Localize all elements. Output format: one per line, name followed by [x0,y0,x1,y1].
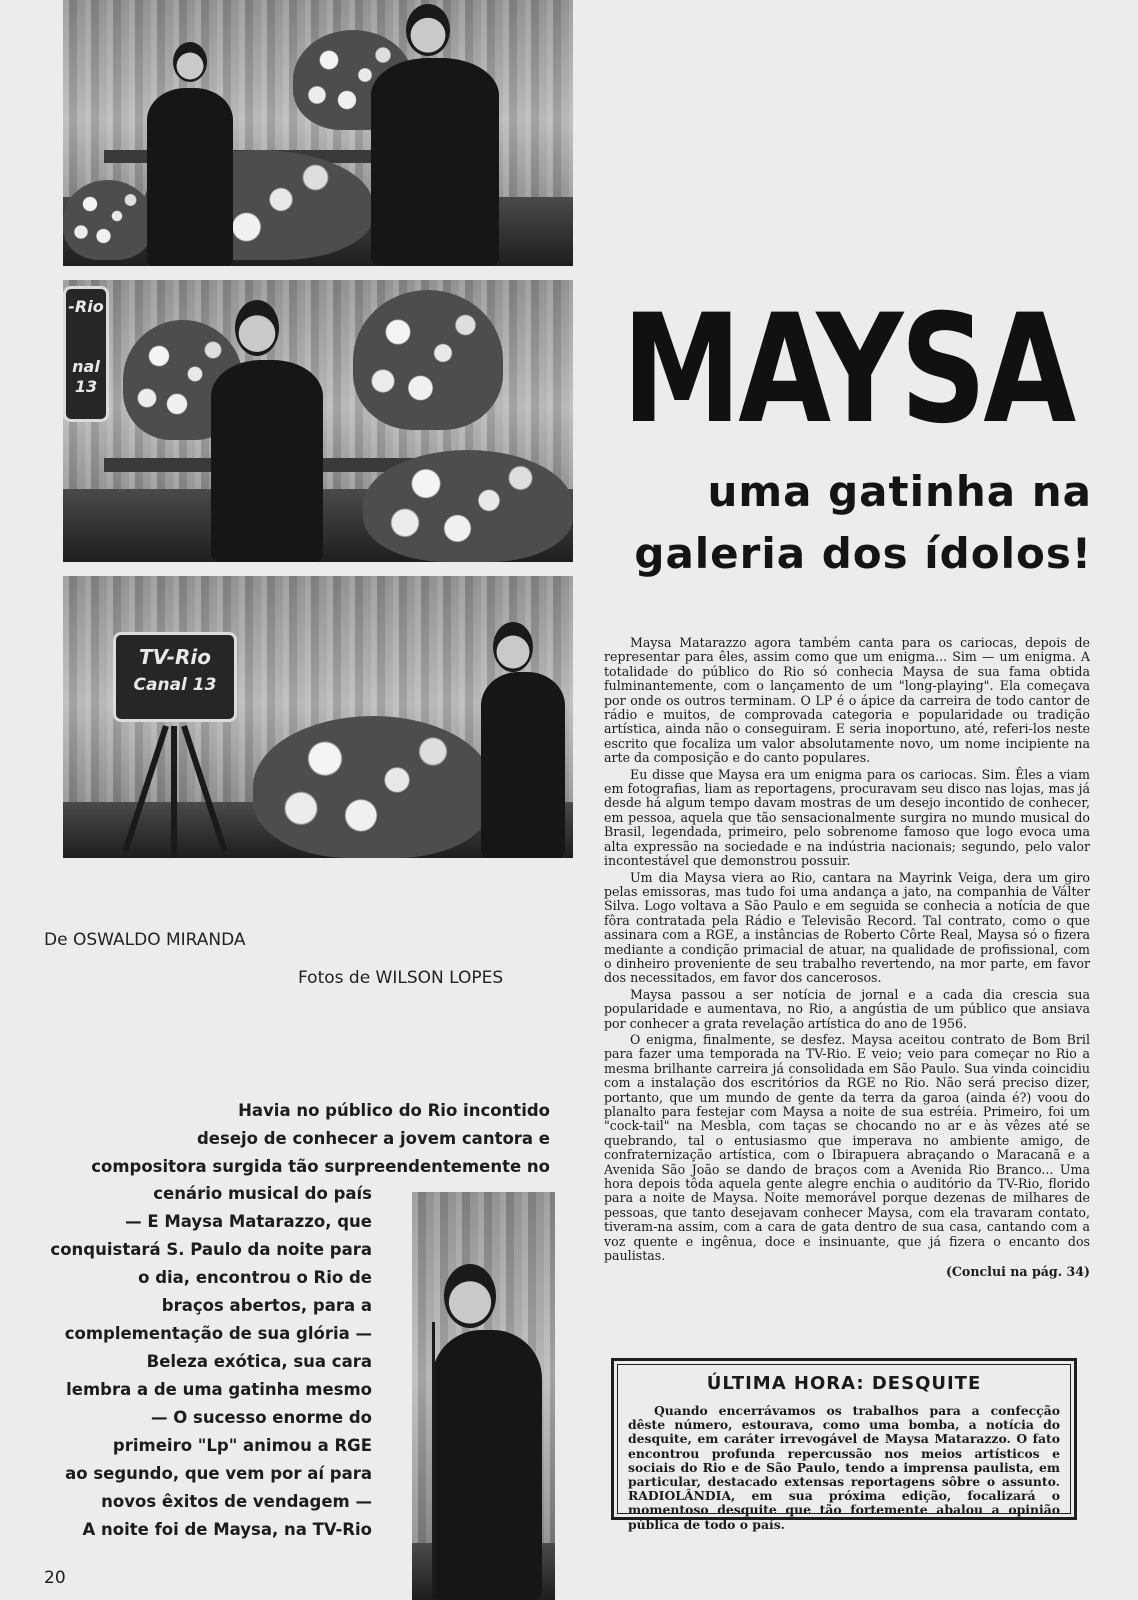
late-news-box [611,1358,1077,1532]
lead-line: Havia no público do Rio incontido [238,1101,550,1120]
lead-line: ao segundo, que vem por aí para [65,1464,372,1483]
byline: De OSWALDO MIRANDA [44,930,246,950]
lead-line: primeiro "Lp" animou a RGE [112,1436,372,1455]
lead-line: cenário musical do país [153,1184,372,1203]
lead-line: lembra a de uma gatinha mesmo [66,1380,372,1399]
photo-credit: Fotos de WILSON LOPES [298,968,504,988]
article-body [604,636,1090,1280]
headline-title: MAYSA [622,283,1073,457]
lead-line: A noite foi de Maysa, na TV-Rio [82,1520,372,1539]
lead-line: Beleza exótica, sua cara [146,1352,372,1371]
late-news-title: ÚLTIMA HORA: DESQUITE [706,1373,982,1394]
article-paragraph: Um dia Maysa viera ao Rio, cantara na Mayrink Veiga, dera um giro pelas emissoras, mas tudo foi uma andança a jato, na companhia de Válter Silva. Logo voltava a São Paulo e em seguida se conhecia a notícia de que fôra contratada pela Rádio e Televisão Record. Tal contrato, como o que assinara com a RGE, a instâncias de Roberto Côrte Real, Maysa só o fizera mediante a condição primacial de atuar, na qualidade de profissional, com o dinheiro proveniente de seu trabalho revertendo, na mor parte, em favor dos necessitados, em favor dos cancerosos. [604,869,1090,986]
article-paragraph: O enigma, finalmente, se desfez. Maysa aceitou contrato de Bom Bril para fazer uma temporada na TV-Rio. E veio; veio para começar no Rio a mesma brilhante carreira já consolidada em São Paulo. Sua vinda coincidiu com a instalação dos escritórios da RGE no Rio. Não será preciso dizer, portanto, que um mundo de gente da terra da garoa (ainda é?) voou do planalto para festejar com Maysa a noite de sua estréia. Primeiro, foi um "cock-tail" na Mesbla, com taças se chocando no ar e às vêzes até se quebrando, tal o entusiasmo que imperava no ambiente amigo, de confraternização artística, com o Ibirapuera abraçando o Maracanã e a Avenida São João se dando de braços com a Avenida Rio Branco... Uma hora depois tôda aquela gente alegre enchia o auditório da TV-Rio, florido para a noite de Maysa. Noite memorável porque dezenas de milhares de pessoas, que tanto desejavam conhecer Maysa, com ela travaram contato, tiveram-na assim, com a cara de gata dentro de sua casa, cantando com a voz quente e ingênua, doce e insinuante, que já fizera o encanto dos paulistas. [604,1031,1090,1264]
lead-line: — O sucesso enorme do [151,1408,372,1427]
lead-line: conquistará S. Paulo da noite para [50,1240,372,1259]
lead-line: complementação de sua glória — [64,1324,372,1343]
tv-rio-side-sign-top: -Rio [68,297,104,316]
article-paragraph: Maysa Matarazzo agora também canta para os cariocas, depois de representar para êles, assim como que um enigma... Sim — um enigma. A totalidade do público do Rio só conhecia Maysa de sua fama obtida fulminantemente, com o lançamento de um "long-playing". Ela começava por onde os outros terminam. O LP é o ápice da carreira de todo cantor de rádio e muitos, de comprovada categoria e popularidade ou tradição artística, ainda não o conseguiram. E seria inoportuno, até, referi-los neste escrito que focaliza um valor absolutamente novo, um nome incipiente na arte da composição e do canto populares. [604,635,1090,766]
continued-note: (Conclui na pág. 34) [945,1264,1090,1280]
lead-line: desejo de conhecer a jovem cantora e [197,1129,550,1148]
lead-line: braços abertos, para a [161,1296,372,1315]
lead-line: compositora surgida tão surpreendentemente no [91,1157,550,1176]
tv-rio-side-sign [63,286,109,422]
photo-tv-camera [63,576,573,858]
article-paragraph: Maysa passou a ser notícia de jornal e a cada dia crescia sua popularidade e aumentava, no Rio, a angústia de um público que ansiava por conhecer a grata revelação artística do ano de 1956. [604,986,1090,1031]
page-number: 20 [44,1568,66,1588]
headline-subtitle-line1: uma gatinha na [707,467,1092,516]
tv-rio-camera-sign-line1: TV-Rio [139,645,211,669]
tv-rio-side-sign-bottom: nal 13 [72,357,100,396]
late-news-text: Quando encerrávamos os trabalhos para a confecção dêste número, estourava, como uma bomba, a notícia do desquite, em caráter irrevogável de Maysa Matarazzo. O fato encontrou profunda repercussão nos meios artísticos e sociais do Rio e de São Paulo, tendo a imprensa paulista, em particular, destacado extensas reportagens sôbre o assunto. RADIOLÂNDIA, em sua próxima edição, focalizará o momentoso desquite que tão fortemente abalou a opinião pública de todo o país. [628,1403,1060,1532]
lead-line: — E Maysa Matarazzo, que [125,1212,372,1231]
lead-line: novos êxitos de vendagem — [101,1492,372,1511]
tv-rio-camera-sign-line2: Canal 13 [133,675,217,695]
photo-stage-duo [63,0,573,266]
photo-studio-singer [63,280,573,562]
lead-line: o dia, encontrou o Rio de [138,1268,372,1287]
article-paragraph: Eu disse que Maysa era um enigma para os cariocas. Sim. Êles a viam em fotografias, liam as reportagens, procuravam seu disco nas lojas, mas já desde há algum tempo davam mostras de um desejo incontido de conhecer, em pessoa, aquela que tão sensacionalmente surgira no mundo musical do Brasil, legendada, primeiro, pelo sobrenome famoso que logo evoca uma alta expressão na sociedade e na indústria nacionais; segundo, pelo valor incontestável que demonstrou possuir. [604,766,1090,869]
headline-subtitle-line2: galeria dos ídolos! [634,529,1092,578]
photo-singer-microphone [412,1192,555,1600]
tv-rio-camera-sign [113,632,237,722]
